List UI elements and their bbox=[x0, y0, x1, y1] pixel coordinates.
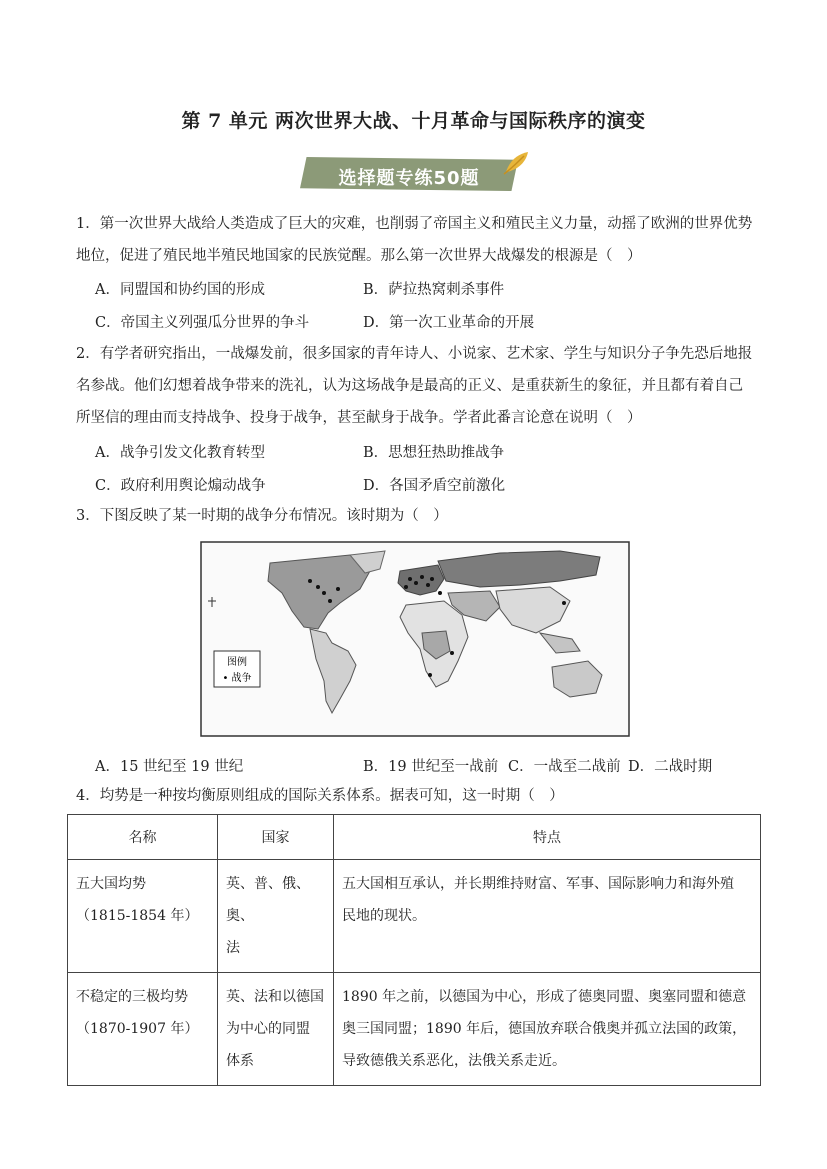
leaf-icon bbox=[502, 150, 532, 176]
cell-line: 为中心的同盟 bbox=[226, 1021, 310, 1037]
q2-line: 名参战。他们幻想着战争带来的洗礼，认为这场战争是最高的正义、是重获新生的象征，并且都有着自己 bbox=[76, 378, 743, 394]
cell-line: 五大国均势 bbox=[76, 876, 146, 892]
cell-line: 体系 bbox=[226, 1053, 254, 1069]
cell-line: （1870-1907 年） bbox=[76, 1021, 199, 1037]
table-header: 国家 bbox=[218, 815, 334, 860]
cell-line: （1815-1854 年） bbox=[76, 908, 199, 924]
table-cell-feature bbox=[334, 860, 761, 973]
table-header-row bbox=[68, 815, 761, 860]
section-banner bbox=[300, 153, 526, 195]
q3-line: 3．下图反映了某一时期的战争分布情况。该时期为（ ） bbox=[76, 508, 448, 524]
cell-line: 五大国相互承认，并长期维持财富、军事、国际影响力和海外殖 bbox=[342, 876, 734, 892]
balance-of-power-table bbox=[67, 814, 761, 1086]
question-2 bbox=[76, 338, 756, 434]
cell-line: 不稳定的三极均势 bbox=[76, 989, 188, 1005]
question-3 bbox=[76, 500, 756, 532]
q2-line: 所坚信的理由而支持战争、投身于战争，甚至献身于战争。学者此番言论意在说明（ ） bbox=[76, 410, 642, 426]
q2-option-d: D．各国矛盾空前激化 bbox=[363, 478, 506, 494]
world-map-figure bbox=[200, 541, 630, 737]
table-header: 特点 bbox=[334, 815, 761, 860]
cell-line: 英、普、俄、奥、 bbox=[226, 876, 310, 924]
banner-text: 选择题专练50题 bbox=[338, 168, 480, 189]
page-title: 第 7 单元 两次世界大战、十月革命与国际秩序的演变 bbox=[181, 110, 646, 132]
q2-option-a: A．战争引发文化教育转型 bbox=[95, 445, 265, 461]
map-legend-item: • 战争 bbox=[222, 673, 252, 684]
cell-line: 导致德俄关系恶化，法俄关系走近。 bbox=[342, 1053, 566, 1069]
q3-option-a: A．15 世纪至 19 世纪 bbox=[95, 759, 244, 775]
table-row bbox=[68, 973, 761, 1086]
q3-option-c: C．一战至二战前 bbox=[508, 759, 621, 775]
table-header: 名称 bbox=[68, 815, 218, 860]
table-cell-feature bbox=[334, 973, 761, 1086]
cell-line: 法 bbox=[226, 940, 240, 956]
cell-line: 奥三国同盟；1890 年后，德国放弃联合俄奥并孤立法国的政策， bbox=[342, 1021, 747, 1037]
q4-line: 4．均势是一种按均衡原则组成的国际关系体系。据表可知，这一时期（ ） bbox=[76, 788, 564, 804]
table-cell-countries bbox=[218, 973, 334, 1086]
table-cell-name bbox=[68, 860, 218, 973]
table-cell-name bbox=[68, 973, 218, 1086]
q1-option-c: C．帝国主义列强瓜分世界的争斗 bbox=[95, 315, 310, 331]
map-legend-title: 图例 bbox=[227, 657, 247, 668]
q1-line: 1．第一次世界大战给人类造成了巨大的灾难，也削弱了帝国主义和殖民主义力量，动摇了欧洲的世界优势 bbox=[76, 216, 753, 232]
q1-option-a: A．同盟国和协约国的形成 bbox=[95, 282, 265, 298]
table-row bbox=[68, 860, 761, 973]
q2-option-c: C．政府利用舆论煽动战争 bbox=[95, 478, 266, 494]
q2-line: 2．有学者研究指出，一战爆发前，很多国家的青年诗人、小说家、艺术家、学生与知识分子争先恐后地报 bbox=[76, 346, 753, 362]
world-war-map bbox=[200, 541, 630, 737]
q3-option-d: D．二战时期 bbox=[628, 759, 713, 775]
q1-option-d: D．第一次工业革命的开展 bbox=[363, 315, 535, 331]
q3-option-b: B．19 世纪至一战前 bbox=[363, 759, 499, 775]
cell-line: 英、法和以德国 bbox=[226, 989, 324, 1005]
question-4 bbox=[76, 780, 756, 812]
cell-line: 1890 年之前，以德国为中心，形成了德奥同盟、奥塞同盟和德意 bbox=[342, 989, 747, 1005]
q2-option-b: B．思想狂热助推战争 bbox=[363, 445, 505, 461]
cell-line: 民地的现状。 bbox=[342, 908, 426, 924]
question-1 bbox=[76, 208, 756, 272]
q1-line: 地位，促进了殖民地半殖民地国家的民族觉醒。那么第一次世界大战爆发的根源是（ ） bbox=[76, 248, 642, 264]
q1-option-b: B．萨拉热窝刺杀事件 bbox=[363, 282, 505, 298]
table-cell-countries bbox=[218, 860, 334, 973]
